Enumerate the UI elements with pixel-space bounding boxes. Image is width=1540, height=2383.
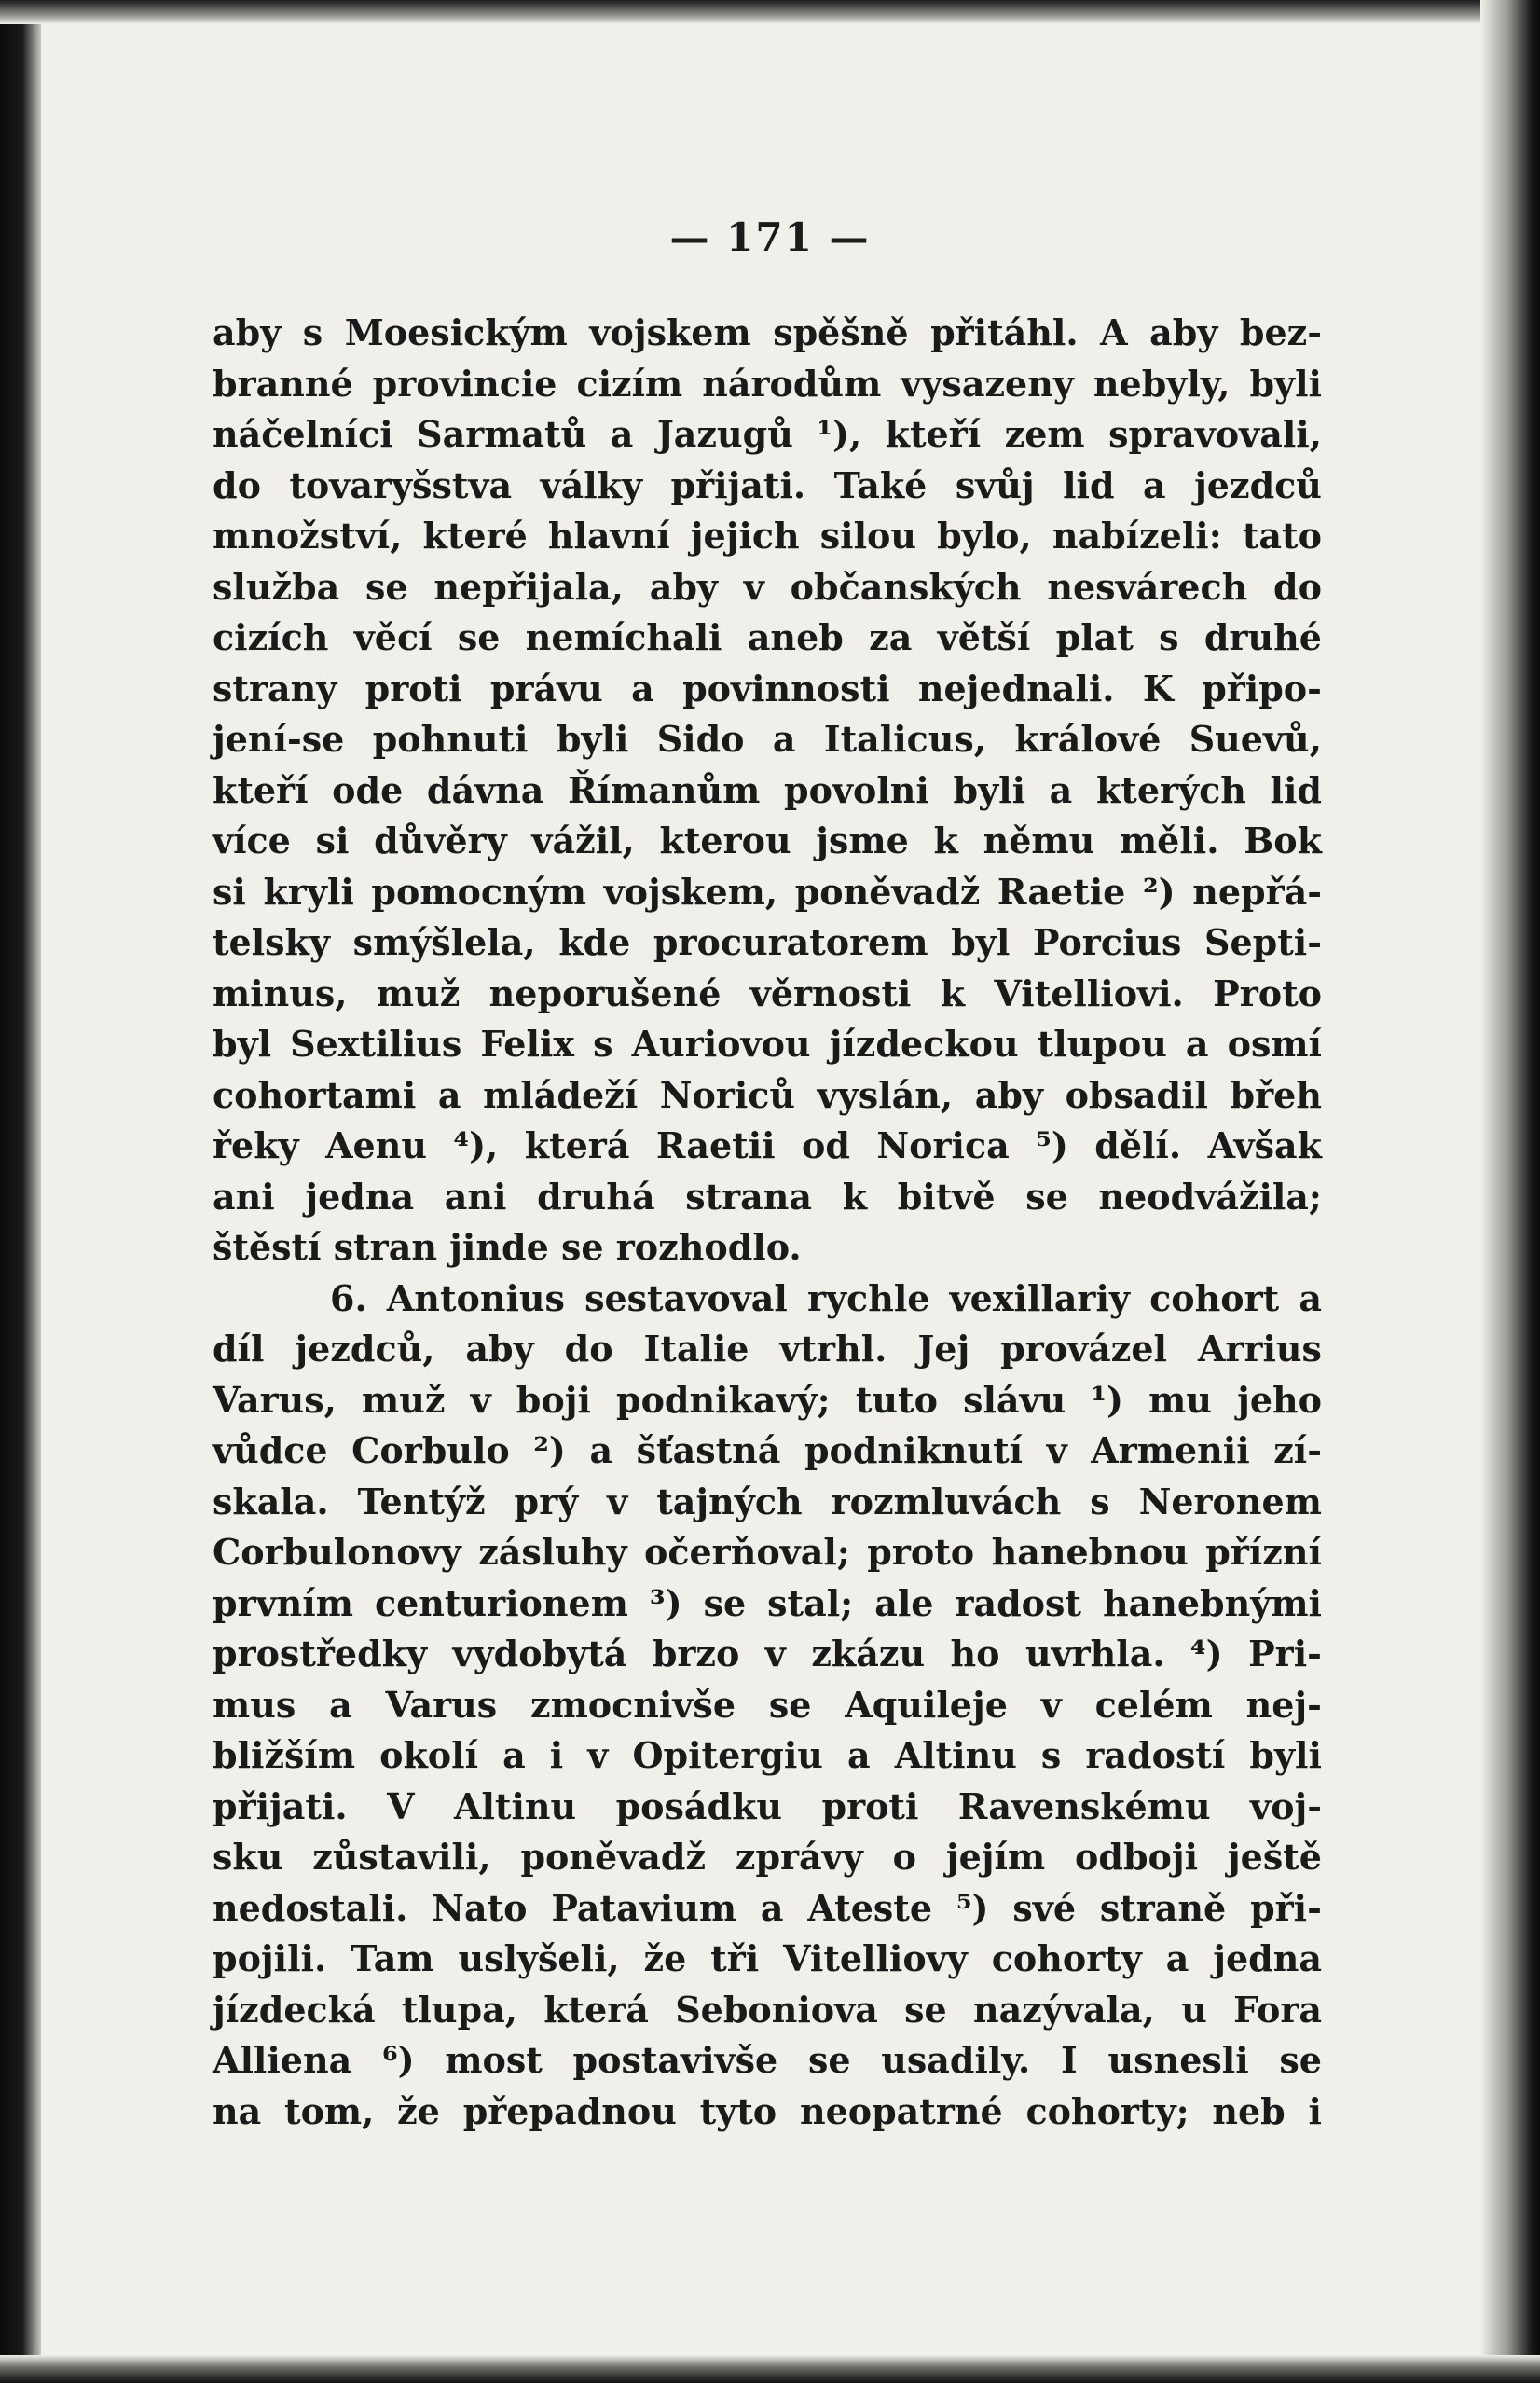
text-line: prvním centurionem ³) se stal; ale radost hanebnými (213, 1581, 1322, 1624)
text-line: prostředky vydobytá brzo v zkázu ho uvrhla. ⁴) Pri- (213, 1632, 1322, 1674)
scan-shadow-bottom (0, 2355, 1540, 2383)
text-line: bližším okolí a i v Opitergiu a Altinu s radostí byli (213, 1734, 1322, 1776)
text-line: strany proti právu a povinnosti nejednali. K připo- (213, 667, 1322, 709)
text-line: přijati. V Altinu posádku proti Ravenskému voj- (213, 1784, 1322, 1827)
text-line: sku zůstavili, poněvadž zprávy o jejím odboji ještě (213, 1836, 1322, 1878)
text-line: jení-se pohnuti byli Sido a Italicus, králové Suevů, (213, 718, 1322, 760)
text-line: cizích věcí se nemíchali aneb za větší plat s druhé (213, 616, 1322, 658)
page-number: — 171 — (669, 214, 871, 260)
text-line: štěstí stran jinde se rozhodlo. (213, 1226, 802, 1268)
text-line: množství, které hlavní jejich silou bylo, nabízeli: tato (213, 515, 1322, 557)
text-line: Varus, muž v boji podnikavý; tuto slávu ¹) mu jeho (213, 1378, 1322, 1421)
text-line: 6. Antonius sestavoval rychle vexillariy cohort a (330, 1276, 1322, 1319)
text-line: služba se nepřijala, aby v občanských nesvárech do (213, 565, 1322, 608)
text-line: díl jezdců, aby do Italie vtrhl. Jej provázel Arrius (213, 1328, 1322, 1370)
text-line: cohortami a mládeží Noriců vyslán, aby obsadil břeh (213, 1073, 1322, 1116)
text-line: si kryli pomocným vojskem, poněvadž Raetie ²) nepřá- (213, 870, 1322, 913)
text-line: skala. Tentýž prý v tajných rozmluvách s Neronem (213, 1480, 1322, 1522)
text-line: kteří ode dávna Římanům povolni byli a kterých lid (213, 768, 1322, 811)
text-line: více si důvěry vážil, kterou jsme k němu měli. Bok (213, 820, 1322, 861)
text-line: minus, muž neporušené věrnosti k Vitelliovi. Proto (213, 971, 1322, 1014)
text-line: pojili. Tam uslyšeli, že tři Vitelliovy cohorty a jedna (213, 1937, 1322, 1979)
text-line: vůdce Corbulo ²) a šťastná podniknutí v Armenii zí- (213, 1429, 1322, 1471)
text-line: jízdecká tlupa, která Seboniova se nazývala, u Fora (213, 1988, 1322, 2031)
text-line: Corbulonovy zásluhy očerňoval; proto hanebnou přízní (213, 1531, 1322, 1573)
text-line: mus a Varus zmocnivše se Aquileje v celém nej- (213, 1683, 1322, 1726)
text-line: do tovaryšstva války přijati. Také svůj lid a jezdců (213, 463, 1322, 506)
text-line: aby s Moesickým vojskem spěšně přitáhl. A aby bez- (213, 311, 1322, 353)
text-line: Alliena ⁶) most postavivše se usadily. I usnesli se (213, 2039, 1322, 2081)
text-line: náčelníci Sarmatů a Jazugů ¹), kteří zem spravovali, (213, 413, 1322, 455)
text-line: branné provincie cizím národům vysazeny nebyly, byli (213, 362, 1322, 405)
text-line: byl Sextilius Felix s Auriovou jízdeckou tlupou a osmí (213, 1023, 1322, 1065)
text-line: telsky smýšlela, kde procuratorem byl Porcius Septi- (213, 921, 1322, 963)
scan-shadow-top (0, 0, 1540, 24)
scan-shadow-left (0, 0, 41, 2383)
body-text (213, 308, 1322, 2137)
text-line: řeky Aenu ⁴), která Raetii od Norica ⁵) dělí. Avšak (213, 1124, 1322, 1166)
text-line: na tom, že přepadnou tyto neopatrné cohorty; neb i (213, 2089, 1322, 2132)
text-line: nedostali. Nato Patavium a Ateste ⁵) své straně při- (213, 1886, 1322, 1929)
text-line: ani jedna ani druhá strana k bitvě se neodvážila; (213, 1175, 1322, 1218)
scan-shadow-right (1480, 0, 1540, 2383)
